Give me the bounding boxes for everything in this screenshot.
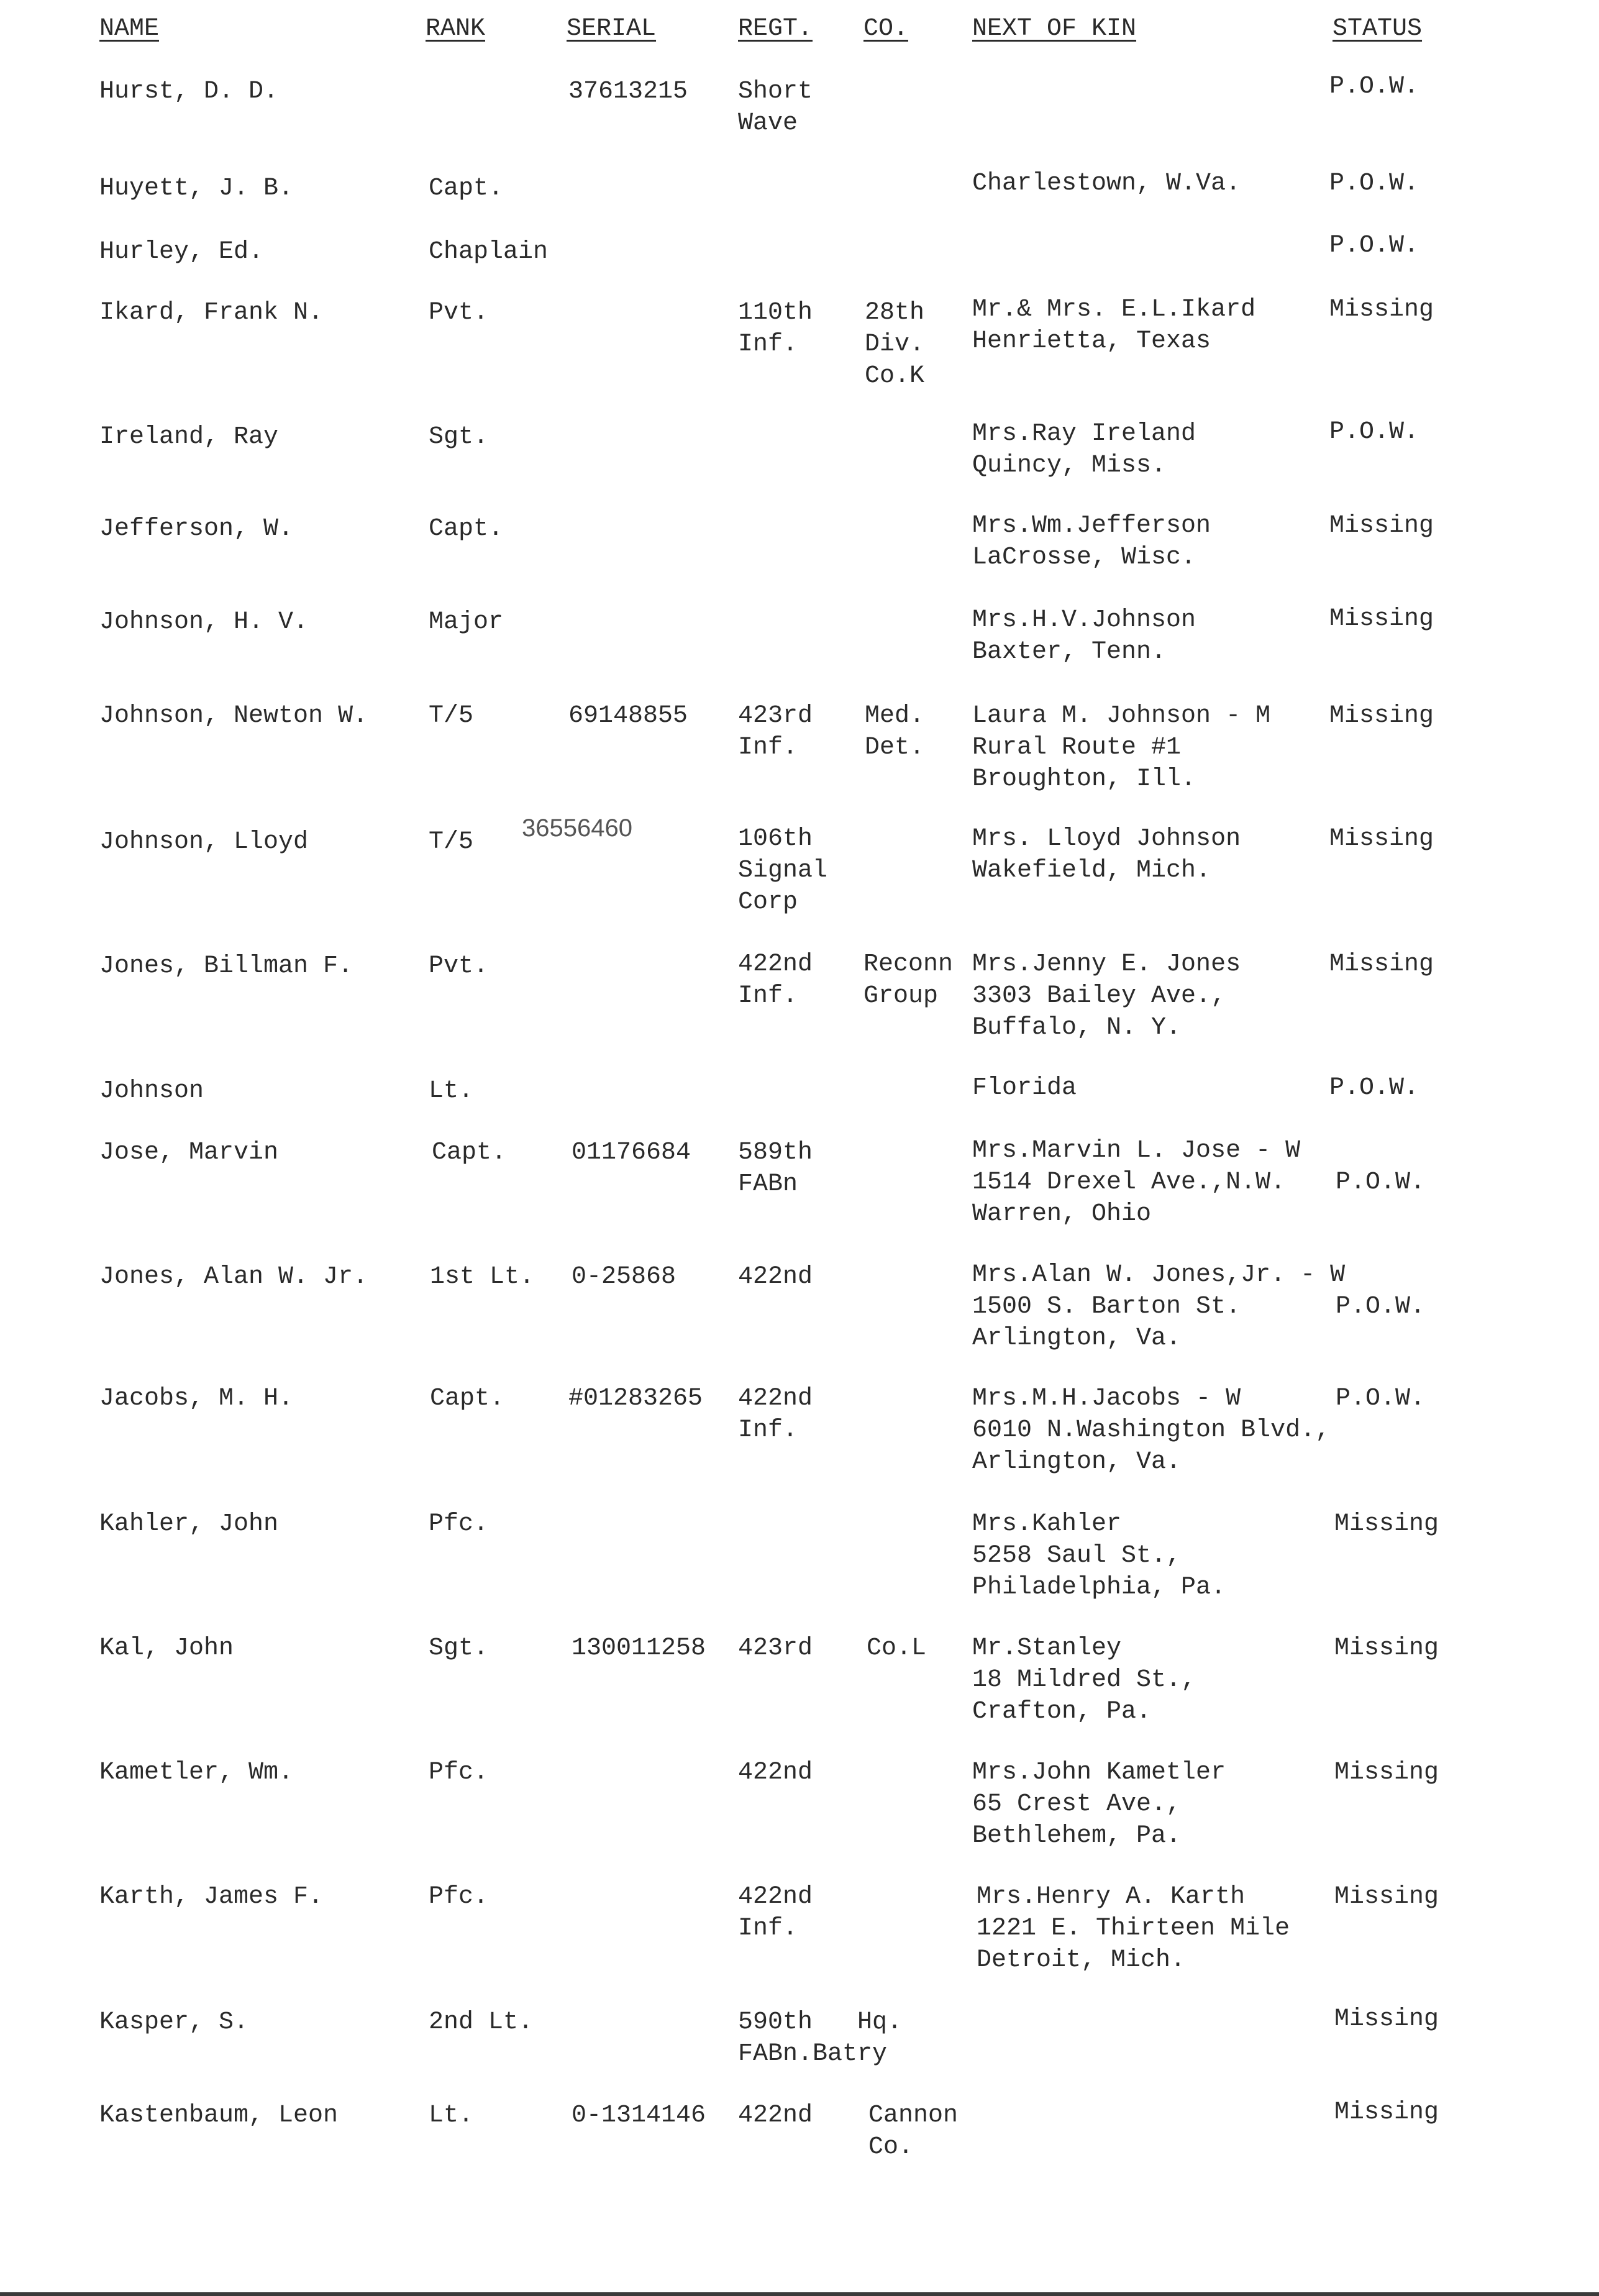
regt-cell: 590th FABn.Batry	[738, 2008, 888, 2068]
name-cell: Jose, Marvin	[99, 1139, 279, 1167]
next-of-kin-cell: Mrs.Marvin L. Jose - W 1514 Drexel Ave.,N.W. Warren, Ohio	[972, 1137, 1301, 1228]
rank-cell: Major	[429, 608, 504, 636]
header-serial: SERIAL	[567, 15, 657, 43]
header-rank: RANK	[426, 15, 486, 43]
serial-cell: 69148855	[568, 702, 688, 730]
regt-cell: 422nd Inf.	[738, 1883, 813, 1943]
status-cell: Missing	[1329, 950, 1434, 978]
regt-cell: 422nd Inf.	[738, 1385, 813, 1444]
status-cell: P.O.W.	[1336, 1385, 1426, 1413]
next-of-kin-cell: Mrs.John Kametler 65 Crest Ave., Bethlehem, Pa.	[972, 1759, 1226, 1850]
rank-cell: Capt.	[432, 1139, 507, 1167]
regt-cell: 106th Signal Corp	[738, 825, 828, 916]
next-of-kin-cell: Mrs.M.H.Jacobs - W 6010 N.Washington Blvd., Arlington, Va.	[972, 1385, 1331, 1476]
name-cell: Jones, Alan W. Jr.	[99, 1263, 368, 1291]
regt-cell: 423rd	[738, 1634, 813, 1662]
header-next-of-kin: NEXT OF KIN	[972, 15, 1137, 43]
name-cell: Karth, James F.	[99, 1883, 324, 1911]
header-status: STATUS	[1332, 15, 1423, 43]
scan-edge	[0, 2292, 1599, 2296]
co-cell: Co.L	[867, 1634, 927, 1662]
rank-cell: Chaplain	[429, 238, 549, 266]
next-of-kin-cell: Mrs.Wm.Jefferson LaCrosse, Wisc.	[972, 512, 1211, 572]
status-cell: Missing	[1329, 296, 1434, 324]
serial-cell: 37613215	[568, 78, 688, 106]
name-cell: Jones, Billman F.	[99, 952, 353, 980]
serial-cell: 0-1314146	[572, 2102, 706, 2130]
header-name: NAME	[99, 15, 160, 43]
name-cell: Johnson	[99, 1077, 204, 1105]
co-cell: Reconn Group	[863, 950, 954, 1010]
name-cell: Ikard, Frank N.	[99, 299, 324, 327]
rank-cell: Capt.	[429, 515, 504, 543]
name-cell: Kahler, John	[99, 1510, 279, 1538]
regt-cell: 422nd	[738, 1263, 813, 1291]
serial-stamp: 36556460	[522, 814, 632, 842]
rank-cell: Pfc.	[429, 1883, 489, 1911]
name-cell: Ireland, Ray	[99, 423, 279, 451]
name-cell: Johnson, H. V.	[99, 608, 309, 636]
name-cell: Kal, John	[99, 1634, 234, 1662]
next-of-kin-cell: Mrs.Alan W. Jones,Jr. - W 1500 S. Barton St. Arlington, Va.	[972, 1261, 1346, 1352]
co-cell: Med. Det.	[865, 702, 925, 762]
name-cell: Kasper, S.	[99, 2008, 249, 2036]
status-cell: P.O.W.	[1336, 1293, 1426, 1321]
status-cell: Missing	[1329, 702, 1434, 730]
rank-cell: Pfc.	[429, 1759, 489, 1787]
rank-cell: T/5	[429, 828, 474, 856]
name-cell: Jefferson, W.	[99, 515, 294, 543]
next-of-kin-cell: Florida	[972, 1074, 1077, 1102]
status-cell: Missing	[1334, 1510, 1439, 1538]
status-cell: P.O.W.	[1329, 73, 1419, 101]
rank-cell: 2nd Lt.	[429, 2008, 534, 2036]
name-cell: Johnson, Lloyd	[99, 828, 309, 856]
next-of-kin-cell: Mrs. Lloyd Johnson Wakefield, Mich.	[972, 825, 1241, 885]
status-cell: Missing	[1334, 1759, 1439, 1787]
name-cell: Kametler, Wm.	[99, 1759, 294, 1787]
status-cell: P.O.W.	[1329, 170, 1419, 198]
status-cell: Missing	[1334, 1634, 1439, 1662]
status-cell: P.O.W.	[1329, 232, 1419, 260]
next-of-kin-cell: Mrs.Kahler 5258 Saul St., Philadelphia, Pa.	[972, 1510, 1226, 1601]
status-cell: Missing	[1334, 1883, 1439, 1911]
header-regt: REGT.	[738, 15, 813, 43]
co-cell: Hq.	[857, 2008, 903, 2036]
regt-cell: 422nd Inf.	[738, 950, 813, 1010]
name-cell: Kastenbaum, Leon	[99, 2102, 339, 2130]
regt-cell: 423rd Inf.	[738, 702, 813, 762]
rank-cell: Pfc.	[429, 1510, 489, 1538]
rank-cell: Lt.	[429, 2102, 474, 2130]
co-cell: 28th Div. Co.K	[865, 299, 925, 390]
status-cell: Missing	[1334, 2005, 1439, 2033]
serial-cell: 01176684	[572, 1139, 691, 1167]
next-of-kin-cell: Mr.Stanley 18 Mildred St., Crafton, Pa.	[972, 1634, 1196, 1726]
status-cell: P.O.W.	[1329, 418, 1419, 446]
name-cell: Johnson, Newton W.	[99, 702, 368, 730]
rank-cell: Pvt.	[429, 299, 489, 327]
status-cell: Missing	[1329, 512, 1434, 540]
regt-cell: Short Wave	[738, 78, 813, 137]
next-of-kin-cell: Mrs.H.V.Johnson Baxter, Tenn.	[972, 606, 1196, 666]
next-of-kin-cell: Laura M. Johnson - M Rural Route #1 Broughton, Ill.	[972, 702, 1271, 793]
status-cell: Missing	[1329, 825, 1434, 853]
regt-cell: 422nd	[738, 1759, 813, 1787]
status-cell: P.O.W.	[1336, 1168, 1426, 1196]
next-of-kin-cell: Mrs.Jenny E. Jones 3303 Bailey Ave., Buffalo, N. Y.	[972, 950, 1241, 1042]
regt-cell: 422nd	[738, 2102, 813, 2130]
serial-cell: 130011258	[572, 1634, 706, 1662]
rank-cell: Pvt.	[429, 952, 489, 980]
name-cell: Hurst, D. D.	[99, 78, 279, 106]
rank-cell: 1st Lt.	[430, 1263, 535, 1291]
rank-cell: Capt.	[430, 1385, 505, 1413]
rank-cell: Sgt.	[429, 423, 489, 451]
header-co: CO.	[863, 15, 909, 43]
status-cell: P.O.W.	[1329, 1074, 1419, 1102]
rank-cell: Lt.	[429, 1077, 474, 1105]
rank-cell: T/5	[429, 702, 474, 730]
regt-cell: 589th FABn	[738, 1139, 813, 1198]
name-cell: Hurley, Ed.	[99, 238, 264, 266]
co-cell: Cannon Co.	[868, 2102, 959, 2161]
next-of-kin-cell: Charlestown, W.Va.	[972, 170, 1241, 198]
regt-cell: 110th Inf.	[738, 299, 813, 358]
serial-cell: #01283265	[568, 1385, 703, 1413]
name-cell: Huyett, J. B.	[99, 175, 294, 203]
status-cell: Missing	[1329, 605, 1434, 633]
status-cell: Missing	[1334, 2098, 1439, 2126]
serial-cell: 0-25868	[572, 1263, 676, 1291]
next-of-kin-cell: Mrs.Henry A. Karth 1221 E. Thirteen Mile Detroit, Mich.	[977, 1883, 1290, 1974]
next-of-kin-cell: Mrs.Ray Ireland Quincy, Miss.	[972, 420, 1196, 480]
name-cell: Jacobs, M. H.	[99, 1385, 294, 1413]
next-of-kin-cell: Mr.& Mrs. E.L.Ikard Henrietta, Texas	[972, 296, 1256, 355]
rank-cell: Capt.	[429, 175, 504, 203]
rank-cell: Sgt.	[429, 1634, 489, 1662]
